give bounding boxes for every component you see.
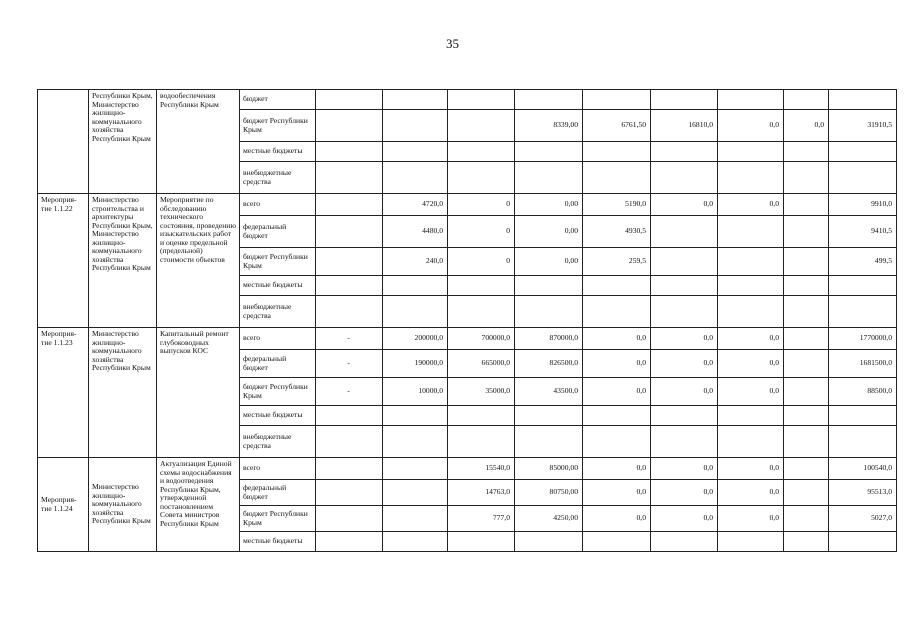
amount-cell: 10000,0	[383, 378, 448, 406]
measure-name: водообеспечения Республики Крым	[157, 90, 240, 194]
amount-cell	[583, 276, 651, 296]
amount-cell: 0,0	[651, 506, 718, 532]
amount-cell	[448, 110, 515, 142]
amount-cell	[383, 406, 448, 426]
amount-cell	[316, 506, 383, 532]
amount-cell	[316, 406, 383, 426]
amount-cell: -	[316, 350, 383, 378]
amount-cell: 31910,5	[829, 110, 897, 142]
measure-code: Мероприя-тие 1.1.23	[38, 328, 89, 458]
amount-cell	[383, 506, 448, 532]
amount-cell	[784, 350, 829, 378]
amount-cell	[383, 532, 448, 552]
amount-cell	[515, 90, 583, 110]
amount-cell: 0,0	[583, 506, 651, 532]
amount-cell: 0,0	[583, 480, 651, 506]
amount-cell: 4480,0	[383, 216, 448, 248]
funding-source: всего	[240, 328, 316, 350]
amount-cell	[718, 248, 784, 276]
amount-cell: 0,0	[583, 328, 651, 350]
amount-cell: 0,0	[718, 480, 784, 506]
amount-cell: 95513,0	[829, 480, 897, 506]
amount-cell	[515, 406, 583, 426]
amount-cell	[784, 328, 829, 350]
budget-table	[37, 89, 897, 552]
amount-cell	[651, 248, 718, 276]
amount-cell: 9410,5	[829, 216, 897, 248]
amount-cell	[515, 426, 583, 458]
amount-cell: 88500,0	[829, 378, 897, 406]
funding-source: внебюджетные средства	[240, 162, 316, 194]
amount-cell	[718, 296, 784, 328]
amount-cell: 665000,0	[448, 350, 515, 378]
amount-cell: 5190,0	[583, 194, 651, 216]
amount-cell: 8339,00	[515, 110, 583, 142]
amount-cell: 0,00	[515, 216, 583, 248]
amount-cell: 0,0	[718, 458, 784, 480]
amount-cell: 0,0	[583, 458, 651, 480]
amount-cell	[651, 216, 718, 248]
measure-code: Мероприя-тие 1.1.22	[38, 194, 89, 328]
amount-cell	[784, 426, 829, 458]
table-row	[38, 90, 897, 110]
amount-cell: 0,0	[651, 480, 718, 506]
amount-cell	[784, 532, 829, 552]
amount-cell: 0,0	[718, 110, 784, 142]
amount-cell: 6761,50	[583, 110, 651, 142]
amount-cell: 0,0	[651, 194, 718, 216]
page-number: 35	[446, 36, 459, 51]
funding-source: местные бюджеты	[240, 406, 316, 426]
amount-cell: -	[316, 378, 383, 406]
funding-source: федеральный бюджет	[240, 480, 316, 506]
amount-cell	[784, 276, 829, 296]
amount-cell: 0,00	[515, 248, 583, 276]
amount-cell	[515, 532, 583, 552]
amount-cell: 870000,0	[515, 328, 583, 350]
amount-cell	[784, 480, 829, 506]
amount-cell: 14763,0	[448, 480, 515, 506]
amount-cell: 43500,0	[515, 378, 583, 406]
amount-cell	[651, 90, 718, 110]
table-row	[38, 328, 897, 350]
amount-cell	[784, 142, 829, 162]
amount-cell	[784, 216, 829, 248]
amount-cell	[316, 532, 383, 552]
amount-cell	[448, 532, 515, 552]
funding-source: бюджет	[240, 90, 316, 110]
responsible-executor: Министерство жилищно-коммунального хозяйства Республики Крым	[89, 328, 157, 458]
amount-cell	[448, 90, 515, 110]
funding-source: бюджет Республики Крым	[240, 110, 316, 142]
amount-cell	[784, 90, 829, 110]
amount-cell	[784, 458, 829, 480]
amount-cell: 9910,0	[829, 194, 897, 216]
amount-cell	[718, 142, 784, 162]
amount-cell	[383, 142, 448, 162]
amount-cell	[829, 406, 897, 426]
amount-cell	[718, 276, 784, 296]
funding-source: бюджет Республики Крым	[240, 506, 316, 532]
amount-cell	[515, 276, 583, 296]
amount-cell	[316, 194, 383, 216]
amount-cell	[651, 406, 718, 426]
amount-cell: 190000,0	[383, 350, 448, 378]
amount-cell	[448, 162, 515, 194]
amount-cell	[829, 90, 897, 110]
amount-cell	[651, 532, 718, 552]
amount-cell: 0,0	[718, 350, 784, 378]
amount-cell	[316, 142, 383, 162]
amount-cell: 0,0	[583, 378, 651, 406]
amount-cell	[515, 296, 583, 328]
amount-cell: 1681500,0	[829, 350, 897, 378]
amount-cell: 826500,0	[515, 350, 583, 378]
amount-cell	[718, 406, 784, 426]
funding-source: всего	[240, 194, 316, 216]
amount-cell: 0,0	[718, 506, 784, 532]
amount-cell: 0,0	[651, 328, 718, 350]
measure-name: Мероприятие по обследованию технического состояния, проведению изыскательских работ и оценке предельной (предельной) стоимости объектов	[157, 194, 240, 328]
measure-name: Актуализация Единой схемы водоснабжения и водоотведения Республики Крым, утвержденной постановлением Совета министров Республики Крым	[157, 458, 240, 552]
amount-cell	[829, 426, 897, 458]
amount-cell: 4930,5	[583, 216, 651, 248]
amount-cell	[383, 162, 448, 194]
amount-cell	[583, 426, 651, 458]
responsible-executor: Министерство строительства и архитектуры Республики Крым, Министерство жилищно-коммунального хозяйства Республики Крым	[89, 194, 157, 328]
funding-source: федеральный бюджет	[240, 350, 316, 378]
amount-cell	[583, 406, 651, 426]
amount-cell: 16810,0	[651, 110, 718, 142]
amount-cell: 0,0	[784, 110, 829, 142]
table-row	[38, 194, 897, 216]
amount-cell: 0	[448, 248, 515, 276]
amount-cell	[718, 90, 784, 110]
amount-cell: 0	[448, 194, 515, 216]
amount-cell	[718, 162, 784, 194]
amount-cell: 0,0	[651, 350, 718, 378]
amount-cell: 200000,0	[383, 328, 448, 350]
measure-code	[38, 90, 89, 194]
measure-name: Капитальный ремонт глубоководных выпусков КОС	[157, 328, 240, 458]
responsible-executor: Министерство жилищно-коммунального хозяйства Республики Крым	[89, 458, 157, 552]
amount-cell	[718, 532, 784, 552]
amount-cell	[829, 162, 897, 194]
amount-cell: -	[316, 328, 383, 350]
funding-source: всего	[240, 458, 316, 480]
measure-code: Мероприя-тие 1.1.24	[38, 458, 89, 552]
amount-cell	[316, 276, 383, 296]
amount-cell: 15540,0	[448, 458, 515, 480]
amount-cell	[829, 142, 897, 162]
amount-cell	[316, 458, 383, 480]
amount-cell	[583, 296, 651, 328]
funding-source: местные бюджеты	[240, 142, 316, 162]
amount-cell	[383, 426, 448, 458]
amount-cell	[448, 406, 515, 426]
amount-cell	[583, 162, 651, 194]
funding-source: внебюджетные средства	[240, 296, 316, 328]
responsible-executor: Республики Крым, Министерство жилищно-коммунального хозяйства Республики Крым	[89, 90, 157, 194]
amount-cell	[829, 532, 897, 552]
amount-cell: 5027,0	[829, 506, 897, 532]
amount-cell: 0,0	[651, 458, 718, 480]
amount-cell	[316, 248, 383, 276]
amount-cell: 0,0	[718, 194, 784, 216]
funding-source: местные бюджеты	[240, 532, 316, 552]
amount-cell	[383, 296, 448, 328]
amount-cell	[383, 110, 448, 142]
amount-cell: 0	[448, 216, 515, 248]
amount-cell: 0,00	[515, 194, 583, 216]
amount-cell	[651, 276, 718, 296]
amount-cell: 1770000,0	[829, 328, 897, 350]
amount-cell	[718, 426, 784, 458]
amount-cell	[383, 458, 448, 480]
amount-cell: 35000,0	[448, 378, 515, 406]
amount-cell	[316, 426, 383, 458]
amount-cell: 80750,00	[515, 480, 583, 506]
funding-source: местные бюджеты	[240, 276, 316, 296]
amount-cell	[383, 480, 448, 506]
amount-cell	[784, 406, 829, 426]
amount-cell	[383, 90, 448, 110]
funding-source: внебюджетные средства	[240, 426, 316, 458]
funding-source: бюджет Республики Крым	[240, 378, 316, 406]
amount-cell: 777,0	[448, 506, 515, 532]
amount-cell	[583, 532, 651, 552]
amount-cell: 4250,00	[515, 506, 583, 532]
amount-cell	[784, 506, 829, 532]
amount-cell	[583, 90, 651, 110]
amount-cell	[448, 426, 515, 458]
amount-cell	[316, 480, 383, 506]
amount-cell	[784, 194, 829, 216]
amount-cell	[448, 276, 515, 296]
amount-cell	[651, 162, 718, 194]
amount-cell: 0,0	[718, 328, 784, 350]
amount-cell: 85000,00	[515, 458, 583, 480]
amount-cell: 4720,0	[383, 194, 448, 216]
amount-cell	[651, 142, 718, 162]
table-row	[38, 458, 897, 480]
amount-cell	[316, 110, 383, 142]
amount-cell	[718, 216, 784, 248]
amount-cell	[383, 276, 448, 296]
amount-cell: 0,0	[583, 350, 651, 378]
funding-source: федеральный бюджет	[240, 216, 316, 248]
amount-cell	[448, 296, 515, 328]
amount-cell	[583, 142, 651, 162]
funding-source: бюджет Республики Крым	[240, 248, 316, 276]
amount-cell: 700000,0	[448, 328, 515, 350]
amount-cell	[829, 296, 897, 328]
amount-cell: 100540,0	[829, 458, 897, 480]
amount-cell	[448, 142, 515, 162]
amount-cell	[316, 216, 383, 248]
amount-cell	[784, 296, 829, 328]
amount-cell	[784, 248, 829, 276]
amount-cell	[316, 90, 383, 110]
amount-cell: 0,0	[651, 378, 718, 406]
amount-cell	[515, 162, 583, 194]
amount-cell: 240,0	[383, 248, 448, 276]
amount-cell: 0,0	[718, 378, 784, 406]
amount-cell	[829, 276, 897, 296]
amount-cell	[651, 426, 718, 458]
amount-cell	[515, 142, 583, 162]
amount-cell	[784, 162, 829, 194]
amount-cell	[651, 296, 718, 328]
amount-cell	[316, 296, 383, 328]
amount-cell	[784, 378, 829, 406]
amount-cell: 499,5	[829, 248, 897, 276]
amount-cell: 259,5	[583, 248, 651, 276]
amount-cell	[316, 162, 383, 194]
